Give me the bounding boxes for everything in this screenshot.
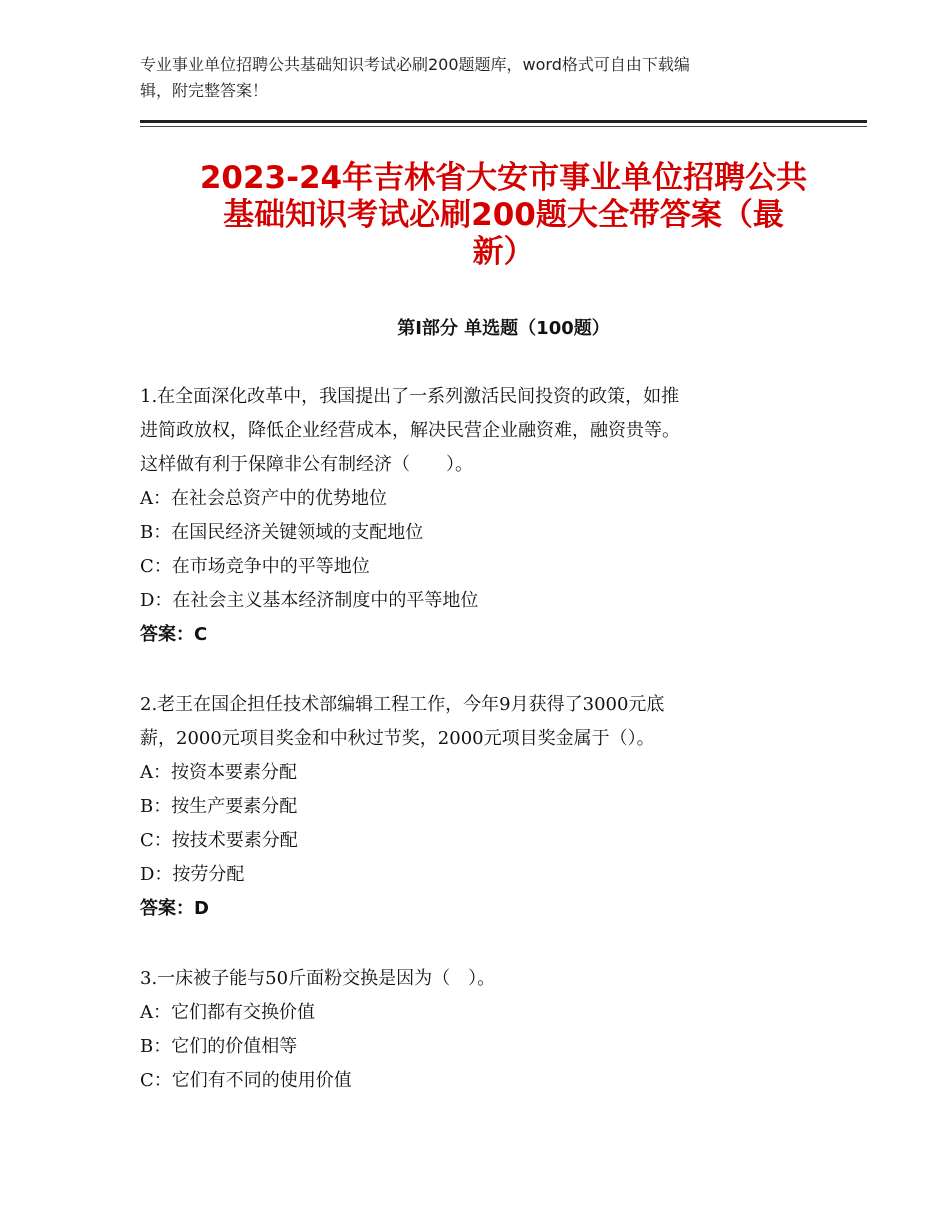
option-c: C：它们有不同的使用价值 <box>140 1070 352 1091</box>
option-a: A：按资本要素分配 <box>140 762 297 783</box>
option-b: B：它们的价值相等 <box>140 1036 298 1057</box>
question-stem-line: 进简政放权，降低企业经营成本，解决民营企业融资难，融资贵等。 <box>140 420 680 441</box>
document-title <box>140 160 867 271</box>
option-a: A：它们都有交换价值 <box>140 1002 315 1023</box>
header-rule-thin <box>140 126 867 127</box>
option-a: A：在社会总资产中的优势地位 <box>140 488 387 509</box>
question-stem-line: 2.老王在国企担任技术部编辑工程工作，今年9月获得了3000元底 <box>140 694 665 715</box>
question-stem-line: 1.在全面深化改革中，我国提出了一系列激活民间投资的政策，如推 <box>140 386 680 407</box>
question-stem-line: 薪，2000元项目奖金和中秋过节奖，2000元项目奖金属于（）。 <box>140 728 655 749</box>
title-line: 2023-24年吉林省大安市事业单位招聘公共 <box>199 160 808 196</box>
question-stem-line: 3.一床被子能与50斤面粉交换是因为（ ）。 <box>140 968 496 989</box>
question-2 <box>140 688 800 926</box>
header-note-line: 专业事业单位招聘公共基础知识考试必刷200题题库，word格式可自由下载编 <box>140 55 690 74</box>
option-d: D：按劳分配 <box>140 864 245 885</box>
question-1 <box>140 380 800 652</box>
question-3 <box>140 962 800 1098</box>
option-b: B：按生产要素分配 <box>140 796 298 817</box>
option-d: D：在社会主义基本经济制度中的平等地位 <box>140 590 479 611</box>
header-note-line: 辑，附完整答案！ <box>140 81 269 100</box>
option-c: C：按技术要素分配 <box>140 830 298 851</box>
section-title: 第Ⅰ部分 单选题（100题） <box>397 318 610 339</box>
option-c: C：在市场竞争中的平等地位 <box>140 556 370 577</box>
title-line: 基础知识考试必刷200题大全带答案（最 <box>223 197 784 233</box>
header-rule-thick <box>140 120 867 123</box>
answer: 答案：C <box>140 624 208 645</box>
question-stem-line: 这样做有利于保障非公有制经济（ ）。 <box>140 454 473 475</box>
option-b: B：在国民经济关键领域的支配地位 <box>140 522 424 543</box>
title-line: 新） <box>472 234 535 270</box>
header-note <box>140 52 820 104</box>
answer: 答案：D <box>140 898 209 919</box>
